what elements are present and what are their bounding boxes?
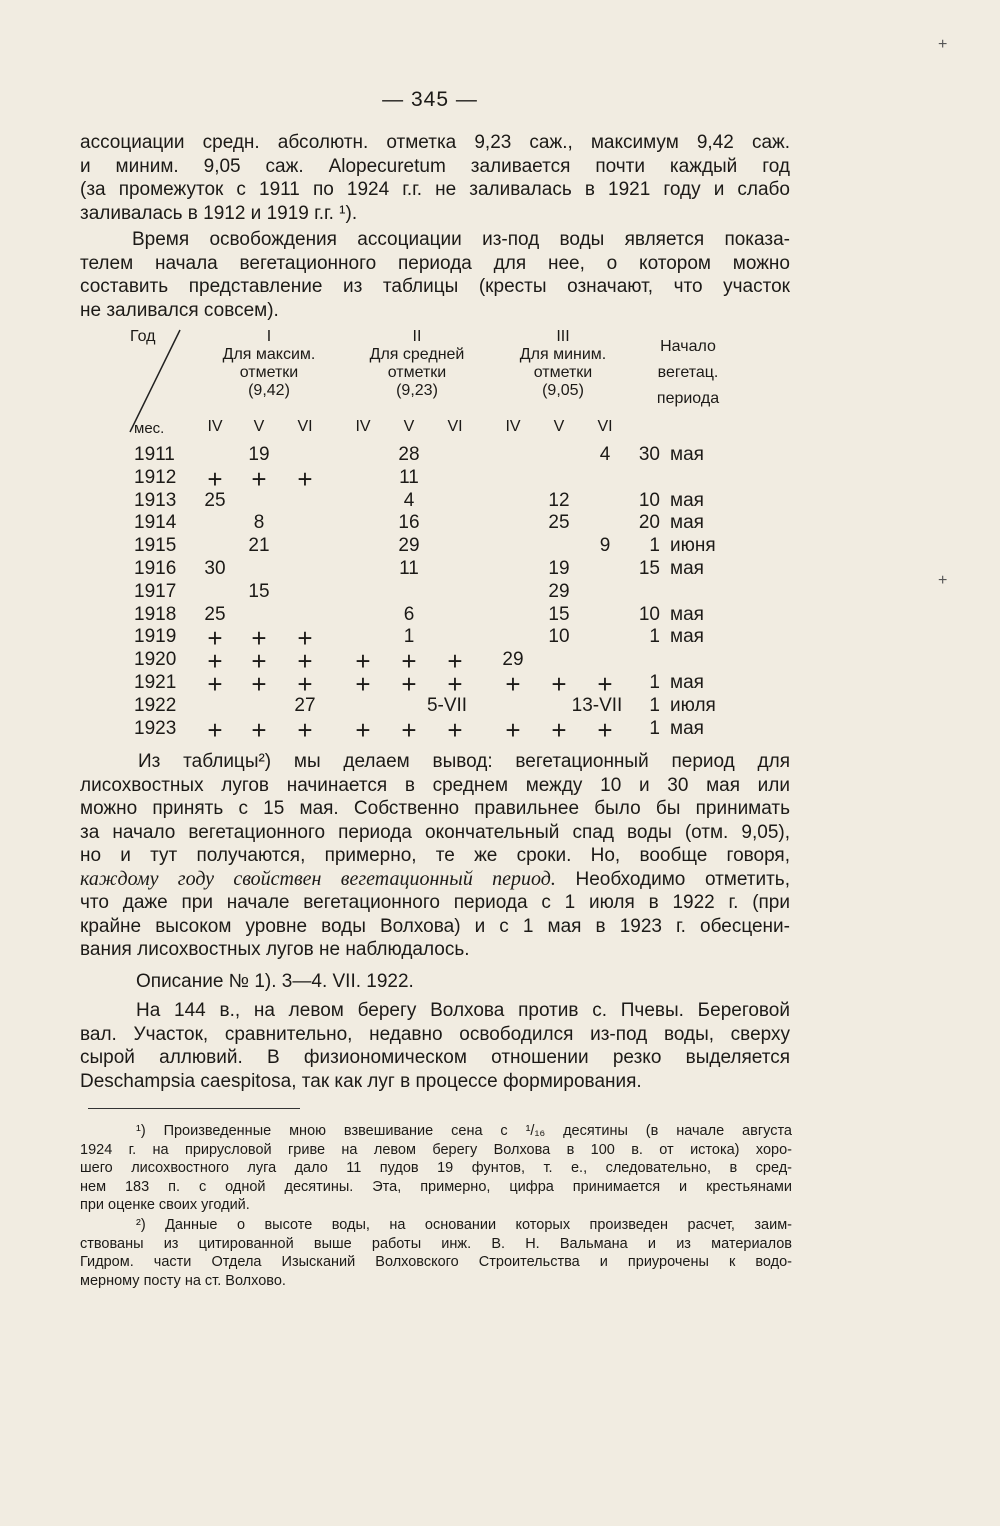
text-line: ствованы из цитированной выше работы инж. В. Н. Вальмана и из материалов: [80, 1235, 792, 1252]
cross-mark: +: [401, 669, 417, 699]
month-header: V: [253, 418, 265, 435]
cross-mark: +: [355, 646, 371, 677]
start-date-cell: [632, 512, 772, 534]
table-cell: 13-VII: [571, 694, 623, 716]
table-cell: 25: [204, 603, 226, 625]
group-line: Для миним.: [519, 346, 607, 363]
text-line: вания лисохвостных лугов не наблюдалось.: [80, 939, 470, 960]
group-line: отметки: [387, 364, 447, 381]
start-day: 10: [638, 603, 660, 625]
year-cell: 1918: [134, 603, 177, 625]
group-line: (9,23): [396, 382, 438, 399]
text-line: ¹) Произведенные мною взвешивание сена с ¹/₁₆ десятины (в начале августа: [136, 1123, 792, 1139]
text-line: можно принять с 15 мая. Собственно правильнее было бы принимать: [80, 798, 790, 819]
footnote-1: [80, 1122, 792, 1215]
group-line: отметки: [533, 364, 593, 381]
cross-mark: +: [207, 714, 223, 745]
start-month: мая: [670, 512, 704, 534]
text-line: (за промежуток с 1911 по 1924 г.г. не заливалась в 1921 году и слабо: [80, 179, 790, 200]
cross-mark: +: [447, 646, 463, 677]
text-line: ²) Данные о высоте воды, на основании которых произведен расчет, заим-: [136, 1217, 792, 1233]
cross-mark: +: [597, 669, 613, 699]
table-cell: 12: [548, 489, 570, 511]
start-month: июля: [670, 694, 716, 716]
cross-mark: +: [401, 714, 417, 745]
paragraph-3: [80, 750, 790, 962]
year-cell: 1922: [134, 694, 177, 716]
start-day: 1: [649, 694, 660, 716]
group-header-II: [342, 328, 492, 400]
text-line: телем начала вегетационного периода для нее, о котором можно: [80, 252, 790, 274]
text-line: Deschampsia caespitosa, так как луг в процессе формирования.: [80, 1070, 642, 1092]
start-month: мая: [670, 672, 704, 693]
table-cell: 4: [403, 489, 415, 511]
month-header: V: [403, 418, 415, 435]
cross-mark: +: [355, 669, 371, 699]
table-cell: 8: [253, 512, 265, 534]
paragraph-1: [80, 131, 790, 225]
start-month: мая: [670, 603, 704, 625]
table-cell: 28: [398, 444, 420, 465]
flood-table: [128, 326, 768, 746]
year-cell: 1923: [134, 717, 177, 739]
start-date-cell: [632, 604, 772, 626]
group-roman: III: [556, 328, 570, 345]
text-line: Гидром. части Отдела Изысканий Волховского Строительства и приурочены к водо-: [80, 1254, 792, 1270]
year-cell: 1919: [134, 626, 177, 648]
cross-mark: +: [251, 714, 267, 745]
start-month: мая: [670, 626, 704, 648]
table-cell: 29: [502, 649, 524, 671]
group-line: отметки: [239, 364, 299, 381]
text-line: На 144 в., на левом берегу Волхова против с. Пчевы. Береговой: [136, 1000, 790, 1021]
year-cell: 1921: [134, 672, 177, 693]
paragraph-2: [80, 228, 790, 322]
text-line: вал. Участок, сравнительно, недавно освободился из-под воды, сверху: [80, 1023, 790, 1045]
cross-mark: +: [505, 714, 521, 745]
text-line: нем 183 п. с одной десятины. Эта, примерно, цифра принимается и крестьянами: [80, 1178, 792, 1195]
cross-mark: +: [297, 646, 313, 677]
group-line: Для максим.: [222, 346, 316, 363]
text-line: лисохвостных лугов начинается в среднем между 10 и 30 мая или: [80, 774, 790, 796]
text-line: не заливался совсем).: [80, 299, 279, 321]
description-heading: [80, 970, 790, 994]
text-line: за начало вегетационного периода окончательный спад воды (отм. 9,05),: [80, 821, 790, 843]
month-header: IV: [207, 418, 223, 435]
start-date-cell: [632, 718, 772, 740]
start-date-cell: [632, 444, 772, 466]
cross-mark: +: [297, 463, 313, 494]
group-line: Для средней: [369, 346, 465, 363]
start-day: 20: [638, 512, 660, 534]
cross-mark: +: [447, 714, 463, 745]
corner-mark: +: [938, 36, 948, 53]
cross-mark: +: [207, 463, 223, 494]
year-cell: 1916: [134, 558, 177, 579]
italic-phrase: каждому году свойствен вегетационный период.: [80, 867, 556, 890]
table-cell: 19: [248, 444, 270, 465]
year-cell: 1915: [134, 535, 177, 557]
year-cell: 1912: [134, 466, 177, 488]
cross-mark: +: [297, 623, 313, 654]
cross-mark: +: [251, 646, 267, 677]
cross-mark: +: [251, 623, 267, 654]
cross-mark: +: [207, 623, 223, 654]
cross-mark: +: [251, 669, 267, 699]
group-roman: I: [266, 328, 272, 345]
text-line: ассоциации средн. абсолютн. отметка 9,23 саж., максимум 9,42 саж.: [80, 132, 790, 153]
text-line: Описание № 1). 3—4. VII. 1922.: [136, 971, 414, 992]
table-cell: 15: [248, 580, 270, 602]
start-date-cell: [632, 535, 772, 557]
table-cell: 29: [548, 580, 570, 602]
cross-mark: +: [447, 669, 463, 699]
cross-mark: +: [207, 646, 223, 677]
start-day: 1: [649, 535, 660, 557]
cross-mark: +: [355, 714, 371, 745]
table-cell: 30: [204, 558, 226, 579]
text-line: 1924 г. на прирусловой гриве на левом берегу Волхова в 100 в. от истока) хоро-: [80, 1141, 792, 1158]
year-cell: 1911: [134, 444, 175, 465]
text-line: что даже при начале вегетационного периода с 1 июля в 1922 г. (при: [80, 892, 790, 913]
month-header: IV: [355, 418, 371, 435]
month-header: IV: [505, 418, 521, 435]
month-header: VI: [447, 418, 463, 435]
cross-mark: +: [551, 714, 567, 745]
text-line: заливалась в 1912 и 1919 г.г. ¹).: [80, 202, 358, 224]
month-header: VI: [297, 418, 313, 435]
start-month: мая: [670, 444, 704, 465]
text-line: Время освобождения ассоциации из-под воды является показа-: [132, 229, 790, 250]
text-line: и миним. 9,05 саж. Alopecuretum заливается почти каждый год: [80, 155, 790, 177]
text-line: мерному посту на ст. Волхово.: [80, 1272, 286, 1289]
paragraph-4: [80, 999, 790, 1093]
start-date-cell: [632, 626, 772, 648]
start-day: 1: [649, 626, 660, 648]
corner-month-label: мес.: [134, 420, 165, 437]
table-cell: 11: [399, 558, 419, 579]
cross-mark: +: [297, 714, 313, 745]
year-cell: 1920: [134, 649, 177, 671]
table-cell: 19: [548, 558, 570, 579]
year-cell: 1917: [134, 580, 177, 602]
text-line: Из таблицы²) мы делаем вывод: вегетационный период для: [138, 751, 790, 772]
corner-mark: +: [938, 572, 948, 589]
table-cell: 1: [403, 626, 415, 648]
start-day: 10: [638, 489, 660, 511]
text-line: составить представление из таблицы (кресты означают, что участок: [80, 276, 790, 297]
cross-mark: +: [401, 646, 417, 677]
corner-year-label: Год: [130, 328, 156, 345]
start-month: мая: [670, 717, 704, 739]
table-cell: 21: [248, 535, 270, 557]
group-header-I: [194, 328, 344, 400]
table-cell: 29: [398, 535, 420, 557]
cross-mark: +: [297, 669, 313, 699]
table-cell: 25: [204, 489, 226, 511]
cross-mark: +: [251, 463, 267, 494]
table-cell: 27: [294, 694, 316, 716]
group-line: (9,42): [248, 382, 290, 399]
table-cell: 4: [599, 444, 611, 465]
year-cell: 1914: [134, 512, 177, 534]
start-header-line: вегетац.: [657, 364, 719, 381]
start-day: 15: [638, 558, 660, 579]
month-header: VI: [597, 418, 613, 435]
start-month: мая: [670, 489, 704, 511]
group-header-III: [488, 328, 638, 400]
start-date-cell: [632, 672, 772, 694]
table-cell: 10: [548, 626, 570, 648]
group-line: (9,05): [542, 382, 584, 399]
cross-mark: +: [551, 669, 567, 699]
table-cell: 11: [399, 466, 419, 488]
table-cell: 16: [398, 512, 420, 534]
start-month: июня: [670, 535, 716, 557]
table-cell: 6: [403, 603, 415, 625]
cross-mark: +: [207, 669, 223, 699]
start-day: 1: [649, 672, 660, 693]
table-cell: 9: [599, 535, 611, 557]
start-header-line: Начало: [660, 338, 716, 355]
text-line: [80, 868, 790, 892]
start-header-line: периода: [656, 390, 720, 407]
year-cell: 1913: [134, 489, 177, 511]
start-date-cell: [632, 695, 772, 717]
text-line: сырой аллювий. В физиономическом отношении резко выделяется: [80, 1047, 790, 1068]
page-number: — 345 —: [382, 88, 478, 111]
start-day: 1: [649, 717, 660, 739]
footnote-rule: [88, 1108, 300, 1109]
start-month: мая: [670, 558, 704, 579]
footnote-2: [80, 1216, 792, 1290]
text-fragment: Необходимо отметить,: [555, 868, 790, 890]
text-line: крайне высоком уровне воды Волхова) и с 1 мая в 1923 г. обесцени-: [80, 915, 790, 937]
text-line: но и тут получаются, примерно, те же сроки. Но, вообще говоря,: [80, 845, 790, 866]
table-cell: 15: [548, 603, 570, 625]
table-cell: 5-VII: [426, 694, 468, 716]
text-line: шего лисохвостного луга дало 11 пудов 19 фунтов, т. е., следовательно, в сред-: [80, 1160, 792, 1176]
start-date-cell: [632, 558, 772, 580]
start-header: [638, 334, 738, 412]
group-roman: II: [412, 328, 422, 345]
cross-mark: +: [505, 669, 521, 699]
month-header: V: [553, 418, 565, 435]
start-day: 30: [638, 444, 660, 465]
start-date-cell: [632, 490, 772, 512]
table-cell: 25: [548, 512, 570, 534]
cross-mark: +: [597, 714, 613, 745]
text-line: при оценке своих угодий.: [80, 1197, 250, 1213]
